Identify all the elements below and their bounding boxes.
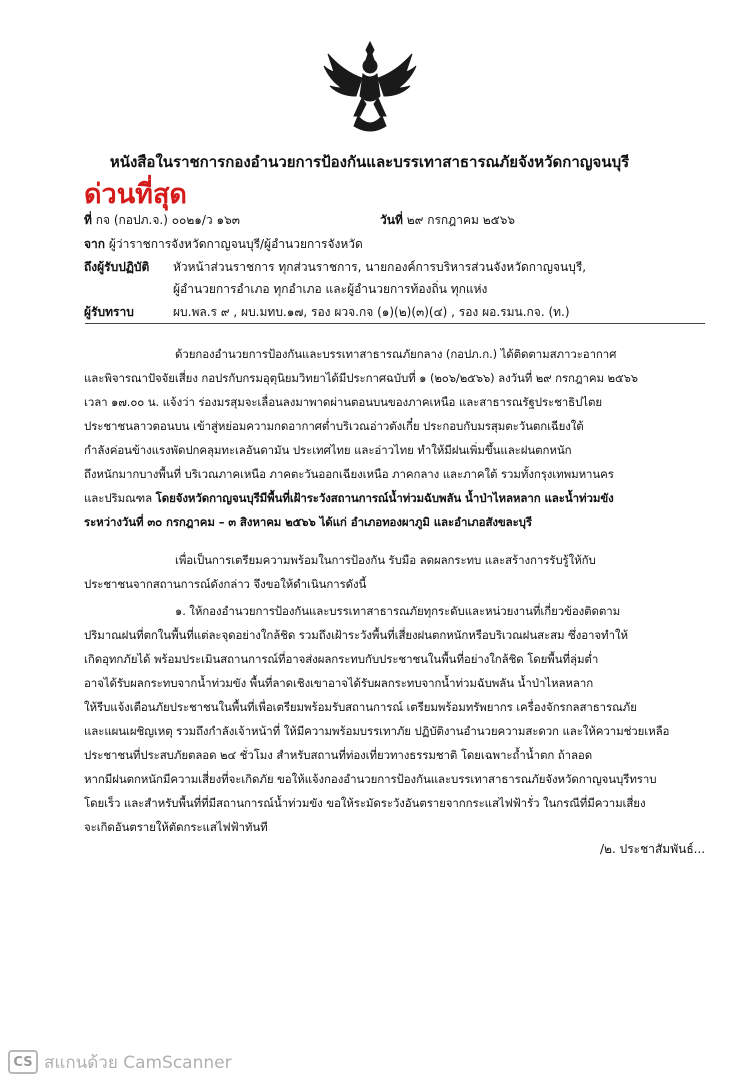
body-line: จะเกิดอันตรายให้ตัดกระแสไฟฟ้าทันที [84,820,268,834]
urgency-stamp: ด่วนที่สุด [84,179,187,210]
cc-value: ผบ.พล.ร ๙ , ผบ.มทบ.๑๗, รอง ผวจ.กจ (๑)(๒)(๓)(๔) , รอง ผอ.รมน.กจ. (ท.) [173,305,570,319]
header-divider [85,323,705,324]
body-line: ประชาชนที่ประสบภัยตลอด ๒๔ ชั่วโมง สำหรับสถานที่ท่องเที่ยวทางธรรมชาติ โดยเฉพาะถ้ำน้ำตก ถ้าลอด [84,748,593,762]
body-line: ถึงหนักมากบางพื้นที่ บริเวณภาคเหนือ ภาคตะวันออกเฉียงเหนือ ภาคกลาง และภาคใต้ รวมทั้งกรุงเทพมหานคร [84,467,614,481]
scanner-watermark [0,1045,300,1079]
body-line: โดยเร็ว และสำหรับพื้นที่ที่มีสถานการณ์น้ำท่วมขัง ขอให้ระมัดระวังอันตรายจากกระแสไฟฟ้ารั่ว ในกรณีที่มีความเสี่ยง [84,796,646,810]
document-title: หนังสือในราชการกองอำนวยการป้องกันและบรรเทาสาธารณภัยจังหวัดกาญจนบุรี [109,153,630,171]
body-line: และพิจารณาปัจจัยเสี่ยง กอปรกับกรมอุตุนิยมวิทยาได้มีประกาศฉบับที่ ๑ (๒๐๖/๒๕๖๖) ลงวันที่ ๒๙ กรกฎาคม ๒๕๖๖ [84,371,638,385]
ref-label: ที่ [84,213,92,227]
cc-label: ผู้รับทราบ [84,305,134,319]
date-label: วันที่ [380,213,403,227]
body-text: และปริมณฑล [84,491,156,505]
body-line: ๑. ให้กองอำนวยการป้องกันและบรรเทาสาธารณภัยทุกระดับและหน่วยงานที่เกี่ยวข้องติดตาม [175,604,621,618]
continuation-marker: /๒. ประชาสัมพันธ์... [600,842,706,856]
body-line: อาจได้รับผลกระทบจากน้ำท่วมขัง พื้นที่ลาดเชิงเขาอาจได้รับผลกระทบจากน้ำท่วมฉับพลัน น้ำป่าไหลหลาก [84,676,594,690]
body-line: เพื่อเป็นการเตรียมความพร้อมในการป้องกัน รับมือ ลดผลกระทบ และสร้างการรับรู้ให้กับ [175,553,596,567]
body-line: ประชาชนลาวตอนบน เข้าสู่หย่อมความกดอากาศต่ำบริเวณอ่าวตังเกี๋ย ประกอบกับมรสุมตะวันตกเฉียงใต้ [84,419,584,433]
date-value: ๒๙ กรกฎาคม ๒๕๖๖ [406,213,515,227]
body-line: ปริมาณฝนที่ตกในพื้นที่แต่ละจุดอย่างใกล้ชิด รวมถึงเฝ้าระวังพื้นที่เสี่ยงฝนตกหนักหรือบริเวณฝนสะสม ซึ่งอาจทำให้ [84,628,628,642]
to-value-line1: หัวหน้าส่วนราชการ ทุกส่วนราชการ, นายกองค์การบริหารส่วนจังหวัดกาญจนบุรี, [173,260,587,274]
from-label: จาก [84,237,106,251]
body-line: และแผนเผชิญเหตุ รวมถึงกำลังเจ้าหน้าที่ ให้มีความพร้อมบรรเทาภัย ปฏิบัติงานอำนวยความสะดวก และให้ความช่วยเหลือ [84,724,670,738]
from-value: ผู้ว่าราชการจังหวัดกาญจนบุรี/ผู้อำนวยการจังหวัด [108,237,363,251]
garuda-emblem-icon [322,38,418,136]
ref-value: กจ (กอปภ.จ.) ๐๐๒๑/ว ๑๖๓ [95,213,240,227]
body-emphasis: โดยจังหวัดกาญจนบุรีมีพื้นที่เฝ้าระวังสถานการณ์น้ำท่วมฉับพลัน น้ำป่าไหลหลาก และน้ำท่วมขัง [155,491,614,505]
body-line: เวลา ๑๗.๐๐ น. แจ้งว่า ร่องมรสุมจะเลื่อนลงมาพาดผ่านตอนบนของภาคเหนือ และสาธารณรัฐประชาธิปไตย [84,395,602,409]
reference-line [84,211,240,230]
from-line [84,235,363,254]
body-emphasis-line: ระหว่างวันที่ ๓๐ กรกฎาคม – ๓ สิงหาคม ๒๕๖๖ ได้แก่ อำเภอทองผาภูมิ และอำเภอสังขละบุรี [84,515,532,529]
body-line: ให้รีบแจ้งเตือนภัยประชาชนในพื้นที่เพื่อเตรียมพร้อมรับสถานการณ์ เตรียมพร้อมทรัพยากร เครื่องจักรกลสาธารณภัย [84,700,637,714]
camscanner-logo-icon: CS [8,1050,38,1074]
to-value-line2: ผู้อำนวยการอำเภอ ทุกอำเภอ และผู้อำนวยการท้องถิ่น ทุกแห่ง [173,282,488,296]
to-label: ถึงผู้รับปฏิบัติ [84,260,150,274]
body-line: ด้วยกองอำนวยการป้องกันและบรรเทาสาธารณภัยกลาง (กอปภ.ก.) ได้ติดตามสภาวะอากาศ [175,347,617,361]
scanner-text: สแกนด้วย CamScanner [44,1052,232,1073]
body-line [84,490,614,508]
body-line: หากมีฝนตกหนักมีความเสี่ยงที่จะเกิดภัย ขอให้แจ้งกองอำนวยการป้องกันและบรรเทาสาธารณภัยจังหวัดกาญจนบุรีทราบ [84,772,657,786]
body-line: ประชาชนจากสถานการณ์ดังกล่าว จึงขอให้ดำเนินการดังนี้ [84,577,367,591]
body-line: เกิดอุทกภัยได้ พร้อมประเมินสถานการณ์ที่อาจส่งผลกระทบกับประชาชนในพื้นที่อย่างใกล้ชิด โดยพื้นที่ลุ่มต่ำ [84,652,599,666]
body-line: กำลังค่อนข้างแรงพัดปกคลุมทะเลอันดามัน ประเทศไทย และอ่าวไทย ทำให้มีฝนเพิ่มขึ้นและฝนตกหนัก [84,443,572,457]
date-line [380,211,515,230]
